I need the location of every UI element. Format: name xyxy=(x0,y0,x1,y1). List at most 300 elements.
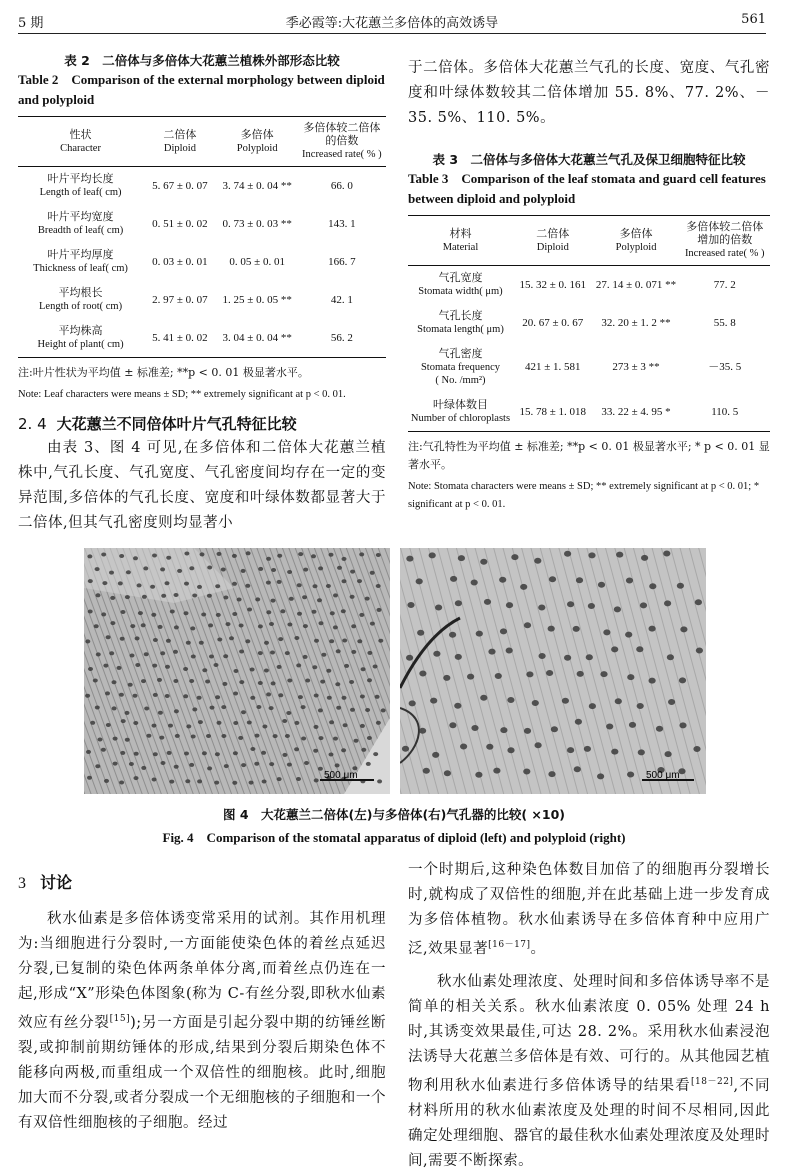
stoma-mark xyxy=(432,752,439,758)
stoma-mark xyxy=(598,582,605,588)
table3-note-en: Note: Stomata characters were means ± SD; ** extremely significant at p < 0. 01; * significant at p < 0. 01. xyxy=(408,481,760,510)
section-3-paragraph-1: 秋水仙素是多倍体诱变常采用的试剂。其作用机理为:当细胞进行分裂时,一方面能使染色体的着丝点延迟分裂,已复制的染色体两条单体分离,而着丝点仍连在一起,形成“X”形染色体图象(称为 C-有丝分裂,即秋水仙素效应有丝分裂[15]);另一方面是引起分裂中期的纺锤丝断裂,或抑制前期纺锤体的形成,结果到分裂后期染色体不能移向两极,而重组成一个双倍性的细胞核。此时,细胞加大而不分裂,或者分裂成一个无细胞核的子细胞和一个有双倍性细胞核的子细胞。经过 xyxy=(18,911,387,1131)
stoma-mark xyxy=(523,769,530,775)
stoma-mark xyxy=(511,554,518,560)
stoma-mark xyxy=(577,671,584,677)
stoma-mark xyxy=(301,737,306,741)
stoma-mark xyxy=(381,708,386,712)
stoma-mark xyxy=(207,566,212,570)
stoma-mark xyxy=(209,655,214,659)
stoma-mark xyxy=(119,693,124,697)
stoma-mark xyxy=(241,710,246,714)
stoma-mark xyxy=(402,746,409,752)
stoma-mark xyxy=(287,679,292,683)
stoma-mark xyxy=(239,650,244,654)
stoma-mark xyxy=(202,668,207,672)
stoma-mark xyxy=(232,781,237,785)
stoma-mark xyxy=(125,738,130,742)
stoma-mark xyxy=(88,579,93,583)
stoma-mark xyxy=(588,552,595,558)
stoma-mark xyxy=(351,650,356,654)
stoma-mark xyxy=(664,600,671,606)
section-3-paragraph-2: 秋水仙素处理浓度、处理时间和多倍体诱导率不是简单的相关关系。秋水仙素浓度 0. 05% 处理 24 h 时,其诱变效果最佳,可达 28. 2%。采用秋水仙素浸泡法诱导大花蕙兰多倍体是有效、可行的。从其他园艺植物利用秋水仙素进行多倍体诱导的结果看[18－22],不同材料所用的秋水仙素浓度及处理的时间不尽相同,因此确定处理细胞、器官的最佳秋水仙素处理浓度及处理时间,需要不断探索。 xyxy=(408,973,771,1169)
stoma-mark xyxy=(250,668,255,672)
stoma-mark xyxy=(562,698,569,704)
stoma-mark xyxy=(184,552,189,556)
stoma-mark xyxy=(258,681,263,685)
micrograph-polyploid xyxy=(400,548,706,794)
stoma-mark xyxy=(161,594,166,598)
stoma-mark xyxy=(280,609,285,613)
stoma-mark xyxy=(335,682,340,686)
stoma-mark xyxy=(134,776,139,780)
stoma-mark xyxy=(342,557,347,561)
page-header xyxy=(18,8,766,34)
stoma-mark xyxy=(166,556,171,560)
stoma-mark xyxy=(359,552,364,556)
stoma-mark xyxy=(118,581,123,585)
stoma-mark xyxy=(365,708,370,712)
stoma-mark xyxy=(507,697,514,703)
stoma-mark xyxy=(233,692,238,696)
stoma-mark xyxy=(197,585,202,589)
table2-caption-cn: 表 2 二倍体与多倍体大花蕙兰植株外部形态比较 xyxy=(64,53,340,68)
stoma-mark xyxy=(327,696,332,700)
stoma-mark xyxy=(271,681,276,685)
stoma-mark xyxy=(450,576,457,582)
stoma-mark xyxy=(343,723,348,727)
stoma-mark xyxy=(165,581,170,585)
table2-header-diploid: 二倍体 Diploid xyxy=(143,117,217,167)
stoma-mark xyxy=(588,603,595,609)
table-row: 叶片平均长度 Length of leaf( cm) 5. 67 ± 0. 07 3. 74 ± 0. 04 ** 66. 0 xyxy=(39,173,353,198)
discussion-right xyxy=(408,858,770,1172)
section-3-paragraph-1-cont: 一个时期后,这种染色体数目加倍了的细胞再分裂增长时,就构成了双倍性的细胞,并在此基础上进一步发育成为多倍体植物。秋水仙素诱导在多倍体育种中应用广泛,效果显著[16－17]。 xyxy=(408,862,770,957)
stoma-mark xyxy=(161,761,166,765)
table-row: 叶绿体数目 Number of chloroplasts 15. 78 ± 1. 018 33. 22 ± 4. 95 * 110. 5 xyxy=(408,393,770,432)
stoma-mark xyxy=(94,624,99,628)
stoma-mark xyxy=(270,651,275,655)
stoma-mark xyxy=(549,576,556,582)
stoma-mark xyxy=(247,608,252,612)
stoma-mark xyxy=(480,559,487,565)
stoma-mark xyxy=(616,552,623,558)
stoma-mark xyxy=(406,655,413,661)
stoma-mark xyxy=(238,736,243,740)
stoma-mark xyxy=(677,583,684,589)
stoma-mark xyxy=(318,708,323,712)
stoma-mark xyxy=(336,649,341,653)
stoma-mark xyxy=(113,762,118,766)
stoma-mark xyxy=(638,749,645,755)
stoma-mark xyxy=(183,694,188,698)
scale-bar-left: 500 μm xyxy=(324,770,358,781)
stoma-mark xyxy=(232,554,237,558)
stoma-mark xyxy=(285,734,290,738)
stoma-mark xyxy=(296,777,301,781)
stoma-mark xyxy=(320,680,325,684)
stoma-mark xyxy=(500,727,507,733)
stoma-mark xyxy=(314,639,319,643)
stoma-mark xyxy=(626,578,633,584)
stoma-mark xyxy=(269,762,274,766)
stoma-mark xyxy=(302,595,307,599)
stoma-mark xyxy=(232,612,237,616)
stoma-mark xyxy=(476,631,483,637)
stoma-mark xyxy=(282,753,287,757)
stoma-mark xyxy=(174,765,179,769)
stoma-mark xyxy=(113,737,118,741)
running-title: 季必霞等:大花蕙兰多倍体的高效诱导 xyxy=(285,16,499,31)
stoma-mark xyxy=(234,669,239,673)
stoma-mark xyxy=(96,652,101,656)
stoma-mark xyxy=(524,728,531,734)
stoma-mark xyxy=(350,708,355,712)
stoma-mark xyxy=(175,734,180,738)
stoma-mark xyxy=(221,568,226,572)
stoma-mark xyxy=(429,552,436,558)
stoma-mark xyxy=(329,753,334,757)
stoma-mark xyxy=(361,748,366,752)
stoma-mark xyxy=(312,610,317,614)
stoma-mark xyxy=(287,763,292,767)
stoma-mark xyxy=(205,680,210,684)
stoma-mark xyxy=(344,664,349,668)
stoma-mark xyxy=(160,567,165,571)
stoma-mark xyxy=(695,599,702,605)
stoma-mark xyxy=(153,752,158,756)
stoma-mark xyxy=(574,766,581,772)
stoma-mark xyxy=(495,673,502,679)
stoma-mark xyxy=(226,622,231,626)
stoma-mark xyxy=(223,596,228,600)
stoma-mark xyxy=(471,725,478,731)
stoma-mark xyxy=(273,734,278,738)
stoma-mark xyxy=(575,719,582,725)
stoma-mark xyxy=(152,778,157,782)
stoma-mark xyxy=(165,665,170,669)
stoma-mark xyxy=(135,663,140,667)
stoma-mark xyxy=(668,699,675,705)
table3-header-diploid: 二倍体 Diploid xyxy=(513,216,593,266)
stoma-mark xyxy=(126,570,131,574)
stoma-mark xyxy=(333,625,338,629)
stoma-mark xyxy=(373,665,378,669)
stoma-mark xyxy=(296,663,301,667)
stoma-mark xyxy=(109,571,114,575)
stoma-mark xyxy=(233,721,238,725)
stoma-mark xyxy=(159,736,164,740)
stoma-mark xyxy=(98,738,103,742)
stoma-mark xyxy=(333,593,338,597)
table2-note-cn: 注:叶片性状为平均值 ± 标准差; **p < 0. 01 极显著水平。 xyxy=(18,366,309,379)
page-number: 561 xyxy=(741,12,766,27)
stoma-mark xyxy=(200,552,205,556)
stoma-mark xyxy=(215,752,220,756)
stoma-mark xyxy=(278,693,283,697)
stoma-mark xyxy=(150,585,155,589)
stoma-mark xyxy=(245,584,250,588)
stoma-mark xyxy=(191,735,196,739)
stoma-mark xyxy=(255,597,260,601)
stoma-mark xyxy=(354,739,359,743)
stoma-mark xyxy=(269,706,274,710)
stoma-mark xyxy=(499,577,506,583)
stoma-mark xyxy=(573,626,580,632)
stoma-mark xyxy=(303,568,308,572)
stoma-mark xyxy=(119,781,124,785)
stoma-mark xyxy=(680,626,687,632)
stoma-mark xyxy=(183,667,188,671)
stoma-mark xyxy=(174,709,179,713)
stoma-mark xyxy=(696,648,703,654)
stoma-mark xyxy=(488,649,495,655)
stoma-mark xyxy=(110,621,115,625)
stoma-mark xyxy=(297,583,302,587)
stoma-mark xyxy=(217,721,222,725)
stoma-mark xyxy=(199,641,204,645)
section-2-4-heading: 2. 4 大花蕙兰不同倍体叶片气孔特征比较 xyxy=(18,415,297,433)
stoma-mark xyxy=(471,580,478,586)
stoma-mark xyxy=(313,749,318,753)
stoma-mark xyxy=(221,705,226,709)
stoma-mark xyxy=(475,772,482,778)
diploid-micrograph-image xyxy=(84,548,390,794)
stoma-mark xyxy=(85,694,90,698)
stoma-mark xyxy=(294,747,299,751)
stoma-mark xyxy=(625,632,632,638)
stoma-mark xyxy=(170,610,175,614)
stoma-mark xyxy=(256,705,261,709)
stoma-mark xyxy=(551,726,558,732)
stoma-mark xyxy=(455,654,462,660)
stoma-mark xyxy=(493,768,500,774)
table3-header-polyploid: 多倍体 Polyploid xyxy=(593,216,680,266)
stoma-mark xyxy=(214,781,219,785)
stoma-mark xyxy=(361,667,366,671)
table-row: 叶片平均宽度 Breadth of leaf( cm) 0. 51 ± 0. 02 0. 73 ± 0. 03 ** 143. 1 xyxy=(37,211,356,236)
stoma-mark xyxy=(258,651,263,655)
stoma-mark xyxy=(120,751,125,755)
stoma-mark xyxy=(314,778,319,782)
stoma-mark xyxy=(443,675,450,681)
section-2-4-paragraph: 由表 3、图 4 可见,在多倍体和二倍体大花蕙兰植株中,气孔长度、气孔宽度、气孔密度间均存在一定的变异范围,多倍体的气孔长度、宽度和叶绿体数都显著大于二倍体,但其气孔密度则均显著小 xyxy=(18,440,386,531)
stoma-mark xyxy=(416,578,423,584)
stoma-mark xyxy=(177,569,182,573)
stoma-mark xyxy=(133,694,138,698)
stoma-mark xyxy=(330,611,335,615)
stoma-mark xyxy=(186,724,191,728)
stoma-mark xyxy=(649,583,656,589)
stoma-mark xyxy=(153,638,158,642)
stoma-mark xyxy=(341,609,346,613)
stoma-mark xyxy=(298,695,303,699)
stoma-mark xyxy=(174,593,179,597)
figure-4-caption-en: Fig. 4 Comparison of the stomatal apparatus of diploid (left) and polyploid (right) xyxy=(162,830,626,845)
stoma-mark xyxy=(586,654,593,660)
stoma-mark xyxy=(106,723,111,727)
stoma-mark xyxy=(158,625,163,629)
stoma-mark xyxy=(367,651,372,655)
stoma-mark xyxy=(406,556,413,562)
stoma-mark xyxy=(207,594,212,598)
stoma-mark xyxy=(419,671,426,677)
stoma-mark xyxy=(333,737,338,741)
stoma-mark xyxy=(294,721,299,725)
stoma-mark xyxy=(96,593,101,597)
stoma-mark xyxy=(125,595,130,599)
stoma-mark xyxy=(377,779,382,783)
stoma-mark xyxy=(229,636,234,640)
stoma-mark xyxy=(141,766,146,770)
stoma-mark xyxy=(224,764,229,768)
stoma-mark xyxy=(246,551,251,555)
stoma-mark xyxy=(500,628,507,634)
stoma-mark xyxy=(189,679,194,683)
stoma-mark xyxy=(210,706,215,710)
stoma-mark xyxy=(269,622,274,626)
stoma-mark xyxy=(303,624,308,628)
stoma-mark xyxy=(106,635,111,639)
stoma-mark xyxy=(153,693,158,697)
stoma-mark xyxy=(239,624,244,628)
stoma-mark xyxy=(277,580,282,584)
stoma-mark xyxy=(417,630,424,636)
stoma-mark xyxy=(245,639,250,643)
stoma-mark xyxy=(548,771,555,777)
stoma-mark xyxy=(173,650,178,654)
stoma-mark xyxy=(146,734,151,738)
right-column xyxy=(408,52,770,514)
table2-header-character: 性状 Character xyxy=(18,117,143,167)
stoma-mark xyxy=(133,721,138,725)
stoma-mark xyxy=(319,621,324,625)
stoma-mark xyxy=(222,682,227,686)
stoma-mark xyxy=(350,595,355,599)
stoma-mark xyxy=(576,577,583,583)
stoma-mark xyxy=(564,551,571,557)
stoma-mark xyxy=(249,781,254,785)
stoma-mark xyxy=(206,734,211,738)
stoma-mark xyxy=(341,748,346,752)
stoma-mark xyxy=(138,611,143,615)
stoma-mark xyxy=(165,694,170,698)
stoma-mark xyxy=(614,606,621,612)
stoma-mark xyxy=(321,653,326,657)
table2 xyxy=(18,116,386,358)
stoma-mark xyxy=(221,734,226,738)
stoma-mark xyxy=(137,583,142,587)
stoma-mark xyxy=(433,651,440,657)
stoma-mark xyxy=(342,639,347,643)
stoma-mark xyxy=(144,652,149,656)
stoma-mark xyxy=(357,639,362,643)
stoma-mark xyxy=(305,679,310,683)
stoma-mark xyxy=(266,610,271,614)
stoma-mark xyxy=(606,724,613,730)
stoma-mark xyxy=(192,594,197,598)
stoma-mark xyxy=(546,670,553,676)
stoma-mark xyxy=(312,665,317,669)
stoma-mark xyxy=(376,553,381,557)
stoma-mark xyxy=(627,772,634,778)
stoma-mark xyxy=(350,570,355,574)
stoma-mark xyxy=(360,724,365,728)
stoma-mark xyxy=(192,707,197,711)
left-column xyxy=(18,52,386,536)
stoma-mark xyxy=(318,566,323,570)
stoma-mark xyxy=(534,558,541,564)
table2-header-rate: 多倍体较二倍体的倍数 Increased rate( % ) xyxy=(298,117,386,167)
stoma-mark xyxy=(262,725,267,729)
stoma-mark xyxy=(460,744,467,750)
stoma-mark xyxy=(337,566,342,570)
stoma-mark xyxy=(237,598,242,602)
stoma-mark xyxy=(357,579,362,583)
stoma-mark xyxy=(663,551,670,557)
figure-4-caption-cn: 图 4 大花蕙兰二倍体(左)与多倍体(右)气孔器的比较( ×10) xyxy=(222,807,566,822)
stoma-mark xyxy=(665,751,672,757)
stoma-mark xyxy=(130,654,135,658)
stoma-mark xyxy=(359,613,364,617)
stoma-mark xyxy=(376,584,381,588)
stoma-mark xyxy=(184,611,189,615)
stoma-mark xyxy=(264,641,269,645)
stoma-mark xyxy=(335,763,340,767)
stoma-mark xyxy=(250,696,255,700)
stoma-mark xyxy=(538,605,545,611)
stoma-mark xyxy=(407,602,414,608)
stoma-mark xyxy=(329,720,334,724)
stoma-mark xyxy=(125,711,130,715)
scale-bar-right: 500 μm xyxy=(646,770,680,781)
table-row: 气孔宽度 Stomata width( μm) 15. 32 ± 0. 161 27. 14 ± 0. 071 ** 77. 2 xyxy=(418,272,736,297)
stoma-mark xyxy=(449,722,456,728)
stoma-mark xyxy=(454,703,461,709)
stoma-mark xyxy=(360,695,365,699)
table2-header-polyploid: 多倍体 Polyploid xyxy=(217,117,298,167)
stoma-mark xyxy=(101,612,106,616)
discussion-left xyxy=(18,868,386,1136)
stoma-mark xyxy=(370,622,375,626)
stoma-mark xyxy=(202,751,207,755)
stoma-mark xyxy=(157,678,162,682)
stoma-mark xyxy=(294,636,299,640)
stoma-mark xyxy=(247,721,252,725)
stoma-mark xyxy=(266,581,271,585)
table3-note-cn: 注:气孔特性为平均值 ± 标准差; **p < 0. 01 极显著水平; * p < 0. 01 显著水平。 xyxy=(408,440,770,471)
stoma-mark xyxy=(85,639,90,643)
stoma-mark xyxy=(567,747,574,753)
stoma-mark xyxy=(266,557,271,561)
stoma-mark xyxy=(285,651,290,655)
stoma-mark xyxy=(121,610,126,614)
stoma-mark xyxy=(133,556,138,560)
stoma-mark xyxy=(376,721,381,725)
stoma-mark xyxy=(314,725,319,729)
stoma-mark xyxy=(564,655,571,661)
stoma-mark xyxy=(151,613,156,617)
stoma-mark xyxy=(336,706,341,710)
stoma-mark xyxy=(87,554,92,558)
stoma-mark xyxy=(189,566,194,570)
stoma-mark xyxy=(102,581,107,585)
stoma-mark xyxy=(117,666,122,670)
stoma-mark xyxy=(86,750,91,754)
stoma-mark xyxy=(130,624,135,628)
stoma-mark xyxy=(258,567,263,571)
stoma-mark xyxy=(152,724,157,728)
